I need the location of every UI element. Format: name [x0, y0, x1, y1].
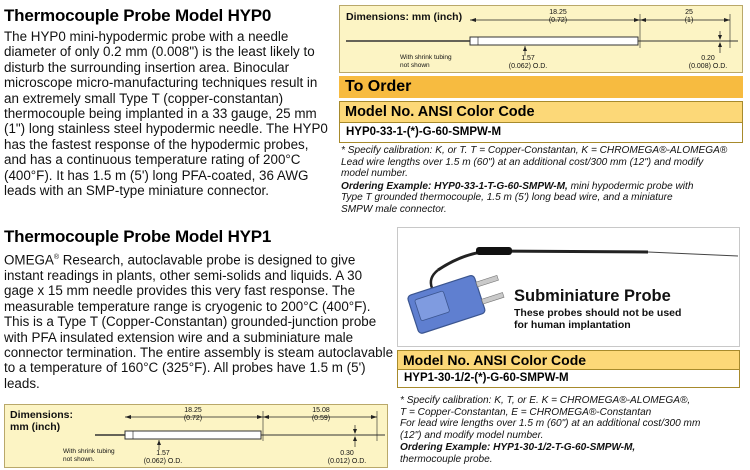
hyp1-od2: [323, 450, 371, 466]
hyp0-shrink-note-2: not shown: [400, 61, 430, 69]
hyp1-ordering-example: [400, 442, 744, 454]
hyp1-length-total-in: (0.72): [183, 415, 203, 422]
hyp0-length-needle-in: (1): [684, 17, 694, 24]
hyp0-note-line-1: * Specify calibration: K, or T. T = Copper-Constantan, K = CHROMEGA®-ALOMEGA®: [341, 145, 728, 156]
hyp0-od1-mm: 1.57: [521, 55, 535, 62]
hyp1-od2-in: (0.012) O.D.: [327, 458, 367, 465]
hyp0-order-notes: [341, 145, 743, 216]
hyp1-note-line-4: (12") and modify model number.: [400, 429, 544, 441]
hyp1-shrink-note-2: not shown.: [63, 455, 95, 463]
hyp1-example-label: Ordering Example:: [400, 442, 491, 454]
hyp1-od1-in: (0.062) O.D.: [143, 458, 183, 465]
hyp1-model-number: HYP1-30-1/2-(*)-G-60-SMPW-M: [397, 370, 740, 388]
hyp1-dim-label-2: mm (inch): [10, 421, 61, 433]
hyp0-description: The HYP0 mini-hypodermic probe with a needle diameter of only 0.2 mm (0.008") is the least likely to disturb the surrounding insertion area. Binocular microscope micro-manufacturing techniques result in an extremely small Type T (copper-constantan) thermocouple being implanted in a 33 gauge, 25 mm (1") long stainless steel hypodermic needle. The HYP0 has the fastest response of the hypodermic probes, and has a continuous temperature rating of 200°C (400°F). It has 1.5 m (5') long PFA-coated, 36 AWG leads with an SMP-type miniature connector.: [4, 29, 328, 199]
hyp0-title: Thermocouple Probe Model HYP0: [4, 6, 272, 25]
hyp1-length-total-mm: 18.25: [184, 407, 202, 414]
hyp0-ordering-example: [341, 181, 743, 193]
hyp1-length-needle-in: (0.59): [311, 415, 331, 422]
hyp1-order-notes: [400, 395, 744, 466]
hyp0-model-number: HYP0-33-1-(*)-G-60-SMPW-M: [339, 123, 743, 143]
hyp1-length-needle-mm: 15.08: [312, 407, 330, 414]
hyp1-example-line-2: thermocouple probe.: [400, 453, 493, 465]
hyp0-example-line-1: mini hypodermic probe with: [570, 180, 694, 192]
hyp1-od1-mm: 1.57: [156, 450, 170, 457]
hyp1-registered-mark: ®: [53, 254, 60, 261]
hyp0-length-needle: [674, 9, 704, 25]
hyp1-note-line-3: For lead wire lengths over 1.5 m (60") at an additional cost/300 mm: [400, 418, 701, 430]
hyp1-dim-label-1: Dimensions:: [10, 409, 74, 421]
hyp0-od2: [685, 55, 731, 71]
subminiature-probe-photo: [397, 227, 740, 347]
hyp1-od2-mm: 0.30: [340, 450, 354, 457]
hyp0-note-line-2: Lead wire lengths over 1.5 m (60") at an additional cost/300 mm (12") and modify: [341, 156, 704, 168]
hyp1-model-table-header: Model No. ANSI Color Code: [397, 350, 740, 370]
hyp0-dimension-diagram: [339, 5, 743, 73]
hyp0-dim-label: Dimensions: mm (inch): [346, 11, 463, 23]
hyp0-od2-in: (0.008) O.D.: [688, 63, 728, 70]
hyp0-length-total-in: (0.72): [548, 17, 568, 24]
to-order-heading: To Order: [339, 76, 743, 98]
hyp0-length-total-mm: 18.25: [549, 9, 567, 16]
hyp1-title: Thermocouple Probe Model HYP1: [4, 227, 272, 246]
hyp1-brand: OMEGA: [4, 252, 54, 268]
hyp0-od2-mm: 0.20: [701, 55, 715, 62]
photo-caption: These probes should not be used for human implantation: [514, 307, 682, 331]
hyp1-note-line-1: * Specify calibration: K, T, or E. K = CHROMEGA®-ALOMEGA®,: [400, 395, 691, 406]
hyp0-example-model: HYP0-33-1-T-G-60-SMPW-M,: [434, 180, 568, 192]
hyp1-length-total: [173, 407, 213, 423]
hyp0-length-total: [538, 9, 578, 25]
hyp0-example-line-3: SMPW male connector.: [341, 203, 447, 215]
hyp0-model-table-header: Model No. ANSI Color Code: [339, 101, 743, 123]
hyp0-shrink-note: [400, 54, 452, 69]
hyp1-description: [4, 250, 394, 391]
hyp1-example-model: HYP1-30-1/2-T-G-60-SMPW-M,: [493, 442, 636, 454]
hyp1-shrink-note: [63, 448, 115, 463]
hyp0-length-needle-mm: 25: [685, 9, 693, 16]
photo-title: Subminiature Probe: [514, 287, 671, 305]
hyp0-note-line-3: model number.: [341, 168, 408, 180]
hyp1-od1: [141, 450, 185, 466]
hyp1-dimension-diagram: [4, 404, 388, 468]
hyp0-od1-in: (0.062) O.D.: [508, 63, 548, 70]
hyp0-example-label: Ordering Example:: [341, 180, 432, 192]
hyp0-od1: [508, 55, 548, 71]
hyp1-length-needle: [301, 407, 341, 423]
hyp0-example-line-2: Type T grounded thermocouple, 1.5 m (5') long bead wire, and a miniature: [341, 192, 673, 204]
hyp1-description-text: Research, autoclavable probe is designed to give instant readings in plants, other semi-solids and liquids. A 30 gage x 15 mm needle provides this very fast response. The measurable temperature range is cryogenic to 200°C (400°F). This is a Type T (Copper-Constantan) grounded-junction probe with PFA insulated extension wire and a subminiature male connector termination. The entire assembly is steam autoclavable to a temperature of 160°C (325°F). All probes have 1.5 m (5') leads.: [4, 252, 394, 391]
hyp1-note-line-2: T = Copper-Constantan, E = CHROMEGA®-Constantan: [400, 406, 652, 418]
hyp1-shrink-note-1: With shrink tubing: [63, 448, 115, 455]
hyp0-shrink-note-1: With shrink tubing: [400, 54, 452, 61]
